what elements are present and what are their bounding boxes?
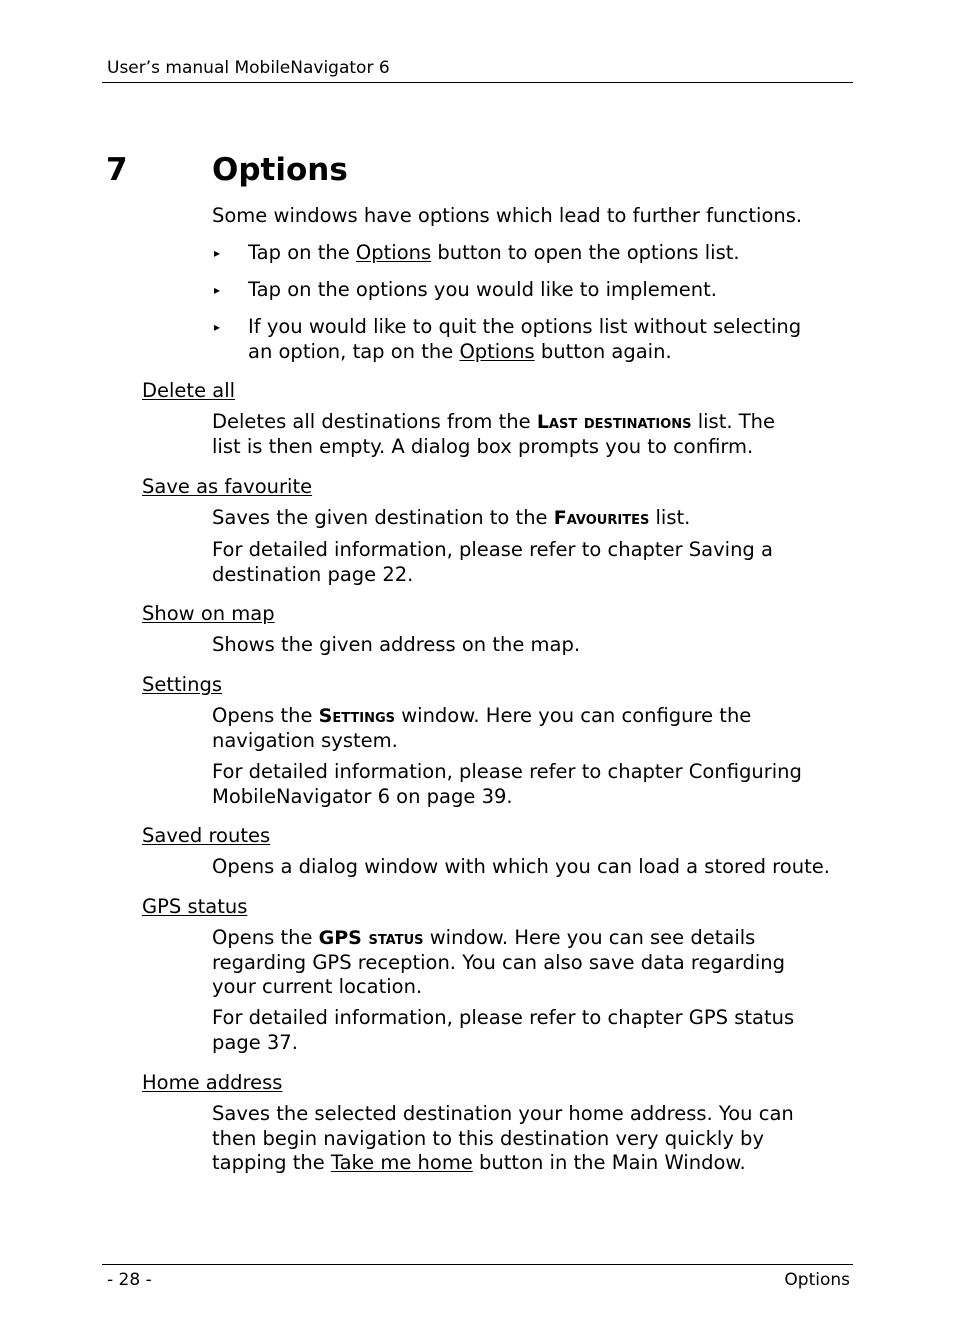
text: button in the Main Window. — [472, 1151, 746, 1174]
option-description — [212, 926, 852, 1000]
page-header — [102, 56, 853, 83]
option-reference — [212, 760, 852, 809]
option-heading-saved-routes: Saved routes — [142, 824, 271, 847]
option-description — [212, 704, 852, 753]
description-line — [212, 410, 852, 435]
options-button-reference: Options — [355, 241, 432, 264]
reference-line: page 37. — [212, 1030, 298, 1054]
description-line: list is then empty. A dialog box prompts you to confirm. — [212, 434, 754, 458]
bullet-text: button to open the options list. — [431, 241, 740, 264]
description-line — [212, 926, 852, 951]
option-description — [212, 410, 852, 459]
bullet-text — [248, 340, 848, 365]
description-line: navigation system. — [212, 728, 398, 752]
text: Opens the — [212, 926, 319, 949]
description-line — [212, 704, 852, 729]
settings-window-name: Settings — [318, 705, 395, 727]
description-line: your current location. — [212, 975, 423, 998]
reference-line: For detailed information, please refer to chapter Configuring — [212, 760, 802, 783]
option-description: Opens a dialog window with which you can load a stored route. — [212, 855, 830, 878]
gps-status-window-name: GPS status — [318, 927, 424, 949]
bullet-item — [248, 315, 848, 364]
take-me-home-button-reference: Take me home — [330, 1151, 473, 1174]
description-line: regarding GPS reception. You can also save data regarding — [212, 950, 785, 974]
bullet-text: button again. — [534, 339, 672, 363]
header-title: User’s manual MobileNavigator 6 — [107, 58, 390, 78]
option-reference — [212, 1006, 852, 1055]
intro-text: Some windows have options which lead to further functions. — [212, 204, 803, 227]
option-heading-show-on-map: Show on map — [142, 602, 275, 625]
page-number: - 28 - — [107, 1270, 152, 1290]
option-description: Shows the given address on the map. — [212, 633, 581, 656]
reference-line: For detailed information, please refer to chapter GPS status — [212, 1006, 795, 1029]
text: Opens the — [212, 704, 319, 727]
description-line: Saves the selected destination your home address. You can — [212, 1102, 794, 1125]
description-line: then begin navigation to this destination very quickly by — [212, 1126, 764, 1150]
last-destinations-window-name: Last destinations — [536, 411, 692, 433]
options-button-reference: Options — [459, 339, 535, 363]
option-heading-save-as-favourite: Save as favourite — [142, 475, 313, 498]
text: Deletes all destinations from the — [212, 410, 537, 433]
reference-line: destination page 22. — [212, 562, 414, 586]
page-footer — [102, 1264, 853, 1293]
text: window. Here you can configure the — [395, 704, 752, 727]
bullet-arrow-icon: ▸ — [214, 283, 221, 297]
favourites-window-name: Favourites — [553, 507, 650, 529]
description-line — [212, 1151, 852, 1176]
bullet-text: an option, tap on the — [248, 339, 460, 363]
text: list. The — [691, 410, 776, 433]
bullet-arrow-icon: ▸ — [214, 320, 221, 334]
text: list. — [649, 506, 691, 529]
chapter-number: 7 — [106, 152, 128, 188]
bullet-item — [248, 241, 848, 266]
text: Saves the given destination to the — [212, 506, 554, 529]
option-description — [212, 1102, 852, 1176]
bullet-arrow-icon: ▸ — [214, 246, 221, 260]
option-heading-delete-all: Delete all — [142, 379, 236, 402]
reference-line: MobileNavigator 6 on page 39. — [212, 784, 513, 808]
option-reference — [212, 538, 852, 587]
option-heading-home-address: Home address — [142, 1071, 283, 1094]
bullet-text: If you would like to quit the options list without selecting — [248, 315, 802, 338]
bullet-item: Tap on the options you would like to implement. — [248, 278, 717, 301]
footer-section-title: Options — [784, 1270, 850, 1290]
bullet-text: Tap on the — [248, 241, 356, 264]
text: window. Here you can see details — [423, 926, 756, 949]
reference-line: For detailed information, please refer to chapter Saving a — [212, 538, 773, 561]
text: tapping the — [212, 1151, 331, 1174]
option-heading-settings: Settings — [142, 673, 222, 696]
option-heading-gps-status: GPS status — [142, 895, 248, 918]
option-description — [212, 506, 852, 531]
chapter-title: Options — [212, 152, 348, 188]
